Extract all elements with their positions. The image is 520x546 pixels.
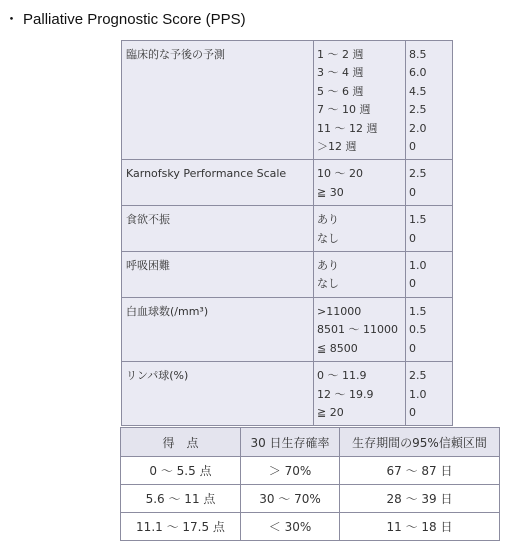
title-bullet: ・: [4, 11, 20, 28]
score-table: [121, 40, 453, 426]
range-cell: [314, 252, 406, 298]
table-row: [122, 160, 453, 206]
range-value: 7 〜 10 週: [317, 103, 371, 117]
range-value: なし: [317, 277, 339, 291]
points-value: 0: [409, 405, 416, 419]
survival-probability-cell: 30 〜 70%: [241, 485, 340, 513]
factor-cell: Karnofsky Performance Scale: [122, 160, 314, 206]
range-value: なし: [317, 231, 339, 245]
points-value: 1.0: [409, 387, 427, 401]
points-value: 2.5: [409, 167, 427, 181]
range-value: ≧ 20: [317, 405, 344, 419]
points-value: 0: [409, 140, 416, 154]
points-value: 2.0: [409, 121, 427, 135]
range-value: ≦ 8500: [317, 341, 358, 355]
table-row: [122, 362, 453, 426]
range-cell: [314, 297, 406, 361]
table-row: [122, 41, 453, 160]
points-cell: [406, 160, 453, 206]
points-value: 0: [409, 231, 416, 245]
score-range-cell: 5.6 〜 11 点: [121, 485, 241, 513]
factor-cell: 食欲不振: [122, 206, 314, 252]
points-cell: [406, 297, 453, 361]
score-range-cell: 11.1 〜 17.5 点: [121, 513, 241, 541]
table-row: [122, 206, 453, 252]
range-value: ≧ 30: [317, 185, 344, 199]
table-row: [122, 252, 453, 298]
range-cell: [314, 362, 406, 426]
factor-cell: 白血球数(/mm³): [122, 297, 314, 361]
factor-cell: 呼吸困難: [122, 252, 314, 298]
confidence-interval-cell: 67 〜 87 日: [340, 457, 500, 485]
survival-probability-cell: ＞ 70%: [241, 457, 340, 485]
range-value: 11 〜 12 週: [317, 121, 378, 135]
range-value: 0 〜 11.9: [317, 369, 367, 383]
column-header: 生存期間の95%信頼区間: [340, 428, 500, 457]
table-header-row: [121, 428, 500, 457]
range-value: 8501 〜 11000: [317, 323, 398, 337]
points-value: 2.5: [409, 369, 427, 383]
title-text: Palliative Prognostic Score (PPS): [23, 11, 246, 28]
points-value: 0: [409, 341, 416, 355]
range-value: あり: [317, 213, 339, 227]
points-value: 0: [409, 277, 416, 291]
points-value: 0: [409, 185, 416, 199]
confidence-interval-cell: 28 〜 39 日: [340, 485, 500, 513]
table-row: [121, 485, 500, 513]
points-cell: [406, 41, 453, 160]
factor-cell: リンパ球(%): [122, 362, 314, 426]
range-value: ＞12 週: [317, 140, 357, 154]
range-value: 5 〜 6 週: [317, 84, 364, 98]
survival-probability-cell: ＜ 30%: [241, 513, 340, 541]
range-cell: [314, 41, 406, 160]
score-range-cell: 0 〜 5.5 点: [121, 457, 241, 485]
points-value: 1.0: [409, 259, 427, 273]
points-cell: [406, 206, 453, 252]
table-row: [122, 297, 453, 361]
confidence-interval-cell: 11 〜 18 日: [340, 513, 500, 541]
range-value: あり: [317, 259, 339, 273]
points-value: 6.0: [409, 66, 427, 80]
table-row: [121, 457, 500, 485]
page-title: [4, 8, 246, 29]
points-value: 2.5: [409, 103, 427, 117]
range-value: 12 〜 19.9: [317, 387, 374, 401]
points-value: 4.5: [409, 84, 427, 98]
points-cell: [406, 362, 453, 426]
column-header: 30 日生存確率: [241, 428, 340, 457]
range-value: 10 〜 20: [317, 167, 363, 181]
summary-table: [120, 427, 500, 541]
range-value: 1 〜 2 週: [317, 48, 364, 61]
range-value: 3 〜 4 週: [317, 66, 364, 80]
range-cell: [314, 206, 406, 252]
points-value: 1.5: [409, 304, 427, 318]
column-header: 得 点: [121, 428, 241, 457]
range-value: >11000: [317, 304, 362, 318]
range-cell: [314, 160, 406, 206]
points-value: 1.5: [409, 213, 427, 227]
points-value: 8.5: [409, 48, 427, 61]
points-value: 0.5: [409, 323, 427, 337]
points-cell: [406, 252, 453, 298]
table-row: [121, 513, 500, 541]
factor-cell: 臨床的な予後の予測: [122, 41, 314, 160]
